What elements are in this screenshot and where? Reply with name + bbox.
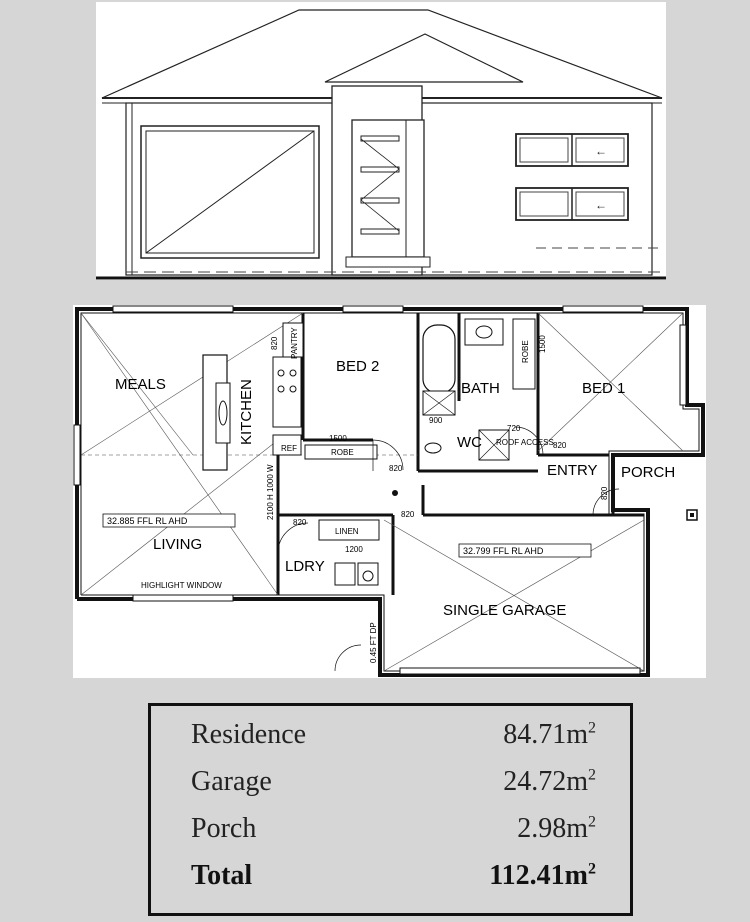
room-label-bed1: BED 1 — [582, 380, 626, 397]
dim-bed2-820: 820 — [389, 464, 403, 473]
front-elevation — [96, 2, 666, 280]
room-label-robe-bed1: ROBE — [521, 340, 530, 363]
room-label-porch: PORCH — [621, 464, 676, 481]
area-value: $84.71m^2$ — [503, 719, 596, 750]
area-schedule — [148, 703, 633, 916]
dim-bed1-820: 820 — [553, 441, 567, 450]
total-label: Total — [191, 860, 253, 891]
dim-linen-1200: 1200 — [345, 545, 363, 554]
room-label-ldry: LDRY — [285, 558, 325, 575]
area-label: Garage — [191, 766, 272, 797]
total-value: $112.41m^2$ — [489, 860, 596, 891]
room-label-meals: MEALS — [115, 376, 166, 393]
elevation-drawing — [96, 2, 666, 280]
room-label-entry: ENTRY — [547, 462, 598, 479]
area-label: Porch — [191, 813, 257, 844]
dim-ldry-820: 820 — [293, 518, 307, 527]
area-value: $2.98m^2$ — [517, 813, 596, 844]
area-row-garage — [191, 765, 596, 799]
room-label-roof-access: ROOF ACCESS — [496, 438, 554, 447]
arrow-left-icon: ← — [595, 198, 607, 212]
room-label-pantry: PANTRY — [290, 327, 299, 359]
room-label-bed2: BED 2 — [336, 358, 380, 375]
area-row-total — [191, 859, 596, 893]
room-label-kitchen: KITCHEN — [238, 379, 255, 445]
room-label-single-garage: SINGLE GARAGE — [443, 602, 567, 619]
bathtub — [423, 325, 455, 393]
dim-fire-door: 0.45 FT DP — [369, 622, 378, 663]
area-row-porch — [191, 812, 596, 846]
room-label-wc: WC — [457, 434, 482, 451]
dim-hall-820: 820 — [401, 510, 415, 519]
dim-900: 900 — [429, 416, 443, 425]
floor-plan — [73, 305, 706, 678]
level-label-garage: 32.799 FFL RL AHD — [463, 546, 544, 556]
room-label-ref: REF — [281, 444, 297, 453]
highlight-window-label: HIGHLIGHT WINDOW — [141, 581, 222, 590]
floor-plan-drawing — [73, 305, 706, 678]
room-label-linen: LINEN — [335, 527, 359, 536]
dim-entry-820: 820 — [600, 486, 609, 500]
dim-robe-1500: 1500 — [329, 434, 347, 443]
dim-opening: 2100 H 1000 W — [266, 464, 275, 520]
area-row-residence — [191, 718, 596, 752]
area-value: $24.72m^2$ — [503, 766, 596, 797]
dim-720: 720 — [507, 424, 521, 433]
room-label-robe-bed2: ROBE — [331, 448, 354, 457]
area-label: Residence — [191, 719, 307, 750]
dim-robe-bed1-1500: 1500 — [538, 335, 547, 353]
dim-pantry-820: 820 — [270, 336, 279, 350]
room-label-living: LIVING — [153, 536, 203, 553]
room-label-bath: BATH — [461, 380, 500, 397]
level-label-living: 32.885 FFL RL AHD — [107, 516, 188, 526]
arrow-left-icon: ← — [595, 144, 607, 158]
